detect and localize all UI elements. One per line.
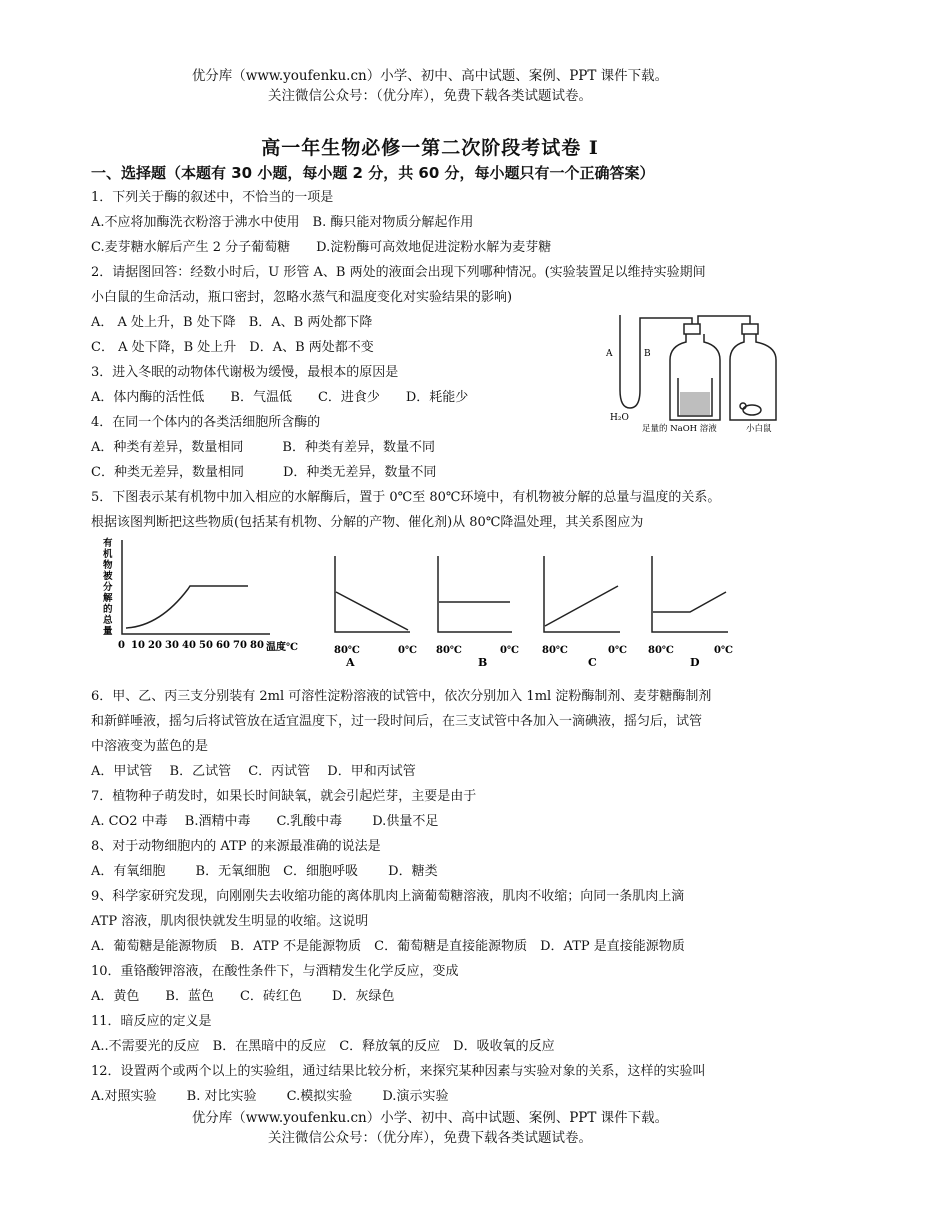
u-tube — [620, 315, 640, 408]
q10-stem: 10．重铬酸钾溶液，在酸性条件下，与酒精发生化学反应，变成 — [91, 964, 459, 979]
q5-graphs — [100, 534, 750, 670]
q11-options: A..不需要光的反应 B．在黑暗中的反应 C．释放氧的反应 D．吸收氧的反应 — [91, 1039, 555, 1054]
label-a: A — [606, 349, 613, 359]
option-a-letter: A — [346, 656, 355, 669]
main-x-unit: 温度℃ — [266, 642, 298, 653]
main-graph — [122, 540, 270, 634]
q2-options-ab: A． A 处上升，B 处下降 B．A、B 两处都下降 — [91, 315, 373, 330]
main-x-tick: 0 — [118, 640, 125, 651]
q2-options-cd: C． A 处下降，B 处上升 D．A、B 两处都不变 — [91, 340, 374, 355]
q8-stem: 8、对于动物细胞内的 ATP 的来源最准确的说法是 — [91, 839, 381, 854]
option-d-left-label: 80℃ — [648, 645, 674, 656]
option-c-line — [545, 586, 618, 626]
option-b-letter: B — [478, 656, 488, 669]
bottle-2 — [730, 334, 776, 420]
q1-options-cd: C.麦芽糖水解后产生 2 分子葡萄糖 D.淀粉酶可高效地促进淀粉水解为麦芽糖 — [91, 240, 552, 255]
option-a-line — [336, 592, 408, 630]
main-x-tick: 60 — [216, 640, 230, 651]
main-ylabel-char: 物 — [103, 560, 113, 571]
option-c-right-label: 0℃ — [608, 645, 627, 656]
q4-options-cd: C．种类无差异，数量相同 D．种类无差异，数量不同 — [91, 465, 437, 480]
main-ylabel-char: 解 — [103, 593, 113, 604]
q2-stem-cont: 小白鼠的生命活动，瓶口密封，忽略水蒸气和温度变化对实验结果的影响) — [91, 290, 513, 305]
main-ylabel-char: 总 — [103, 615, 113, 626]
apparatus-figure — [600, 310, 800, 435]
option-d-right-label: 0℃ — [714, 645, 733, 656]
q11-stem: 11．暗反应的定义是 — [91, 1014, 212, 1029]
q3-stem: 3．进入冬眠的动物体代谢极为缓慢，最根本的原因是 — [91, 365, 399, 380]
q2-stem: 2．请据图回答：经数小时后，U 形管 A、B 两处的液面会出现下列哪种情况。(实验装置足以维持实验期间 — [91, 265, 706, 280]
main-ylabel-char: 分 — [103, 582, 113, 593]
main-x-tick: 40 — [182, 640, 196, 651]
label-mouse: 小白鼠 — [746, 424, 772, 434]
option-c-letter: C — [588, 656, 597, 669]
option-b-right-label: 0℃ — [500, 645, 519, 656]
naoh-liquid — [680, 392, 710, 415]
q4-options-ab: A．种类有差异，数量相同 B．种类有差异，数量不同 — [91, 440, 435, 455]
label-b: B — [644, 349, 651, 359]
main-axes — [122, 540, 270, 634]
q6-stem-cont2: 中溶液变为蓝色的是 — [91, 739, 209, 754]
main-x-tick: 10 — [131, 640, 145, 651]
option-d-line — [653, 592, 726, 612]
main-ylabel-char: 量 — [103, 626, 113, 637]
option-d-letter: D — [690, 656, 700, 669]
q9-stem: 9、科学家研究发现，向刚刚失去收缩功能的离体肌肉上滴葡萄糖溶液，肌肉不收缩；向同一条肌肉上滴 — [91, 889, 685, 904]
option-a-left-label: 80℃ — [334, 645, 360, 656]
q8-options: A．有氧细胞 B．无氧细胞 C．细胞呼吸 D．糖类 — [91, 864, 438, 879]
q7-options: A. CO2 中毒 B.酒精中毒 C.乳酸中毒 D.供量不足 — [91, 814, 439, 829]
option-b-left-label: 80℃ — [436, 645, 462, 656]
footer-line-2: 关注微信公众号：（优分库），免费下载各类试题试卷。 — [268, 1130, 592, 1146]
main-ylabel-char: 机 — [103, 549, 113, 560]
header-line-2: 关注微信公众号：（优分库），免费下载各类试题试卷。 — [268, 88, 592, 104]
q1-options-ab: A.不应将加酶洗衣粉溶于沸水中使用 B. 酶只能对物质分解起作用 — [91, 215, 474, 230]
q12-stem: 12．设置两个或两个以上的实验组，通过结果比较分析，来探究某种因素与实验对象的关系，这样的实验叫 — [91, 1064, 706, 1079]
main-x-tick: 70 — [233, 640, 247, 651]
q3-options: A．体内酶的活性低 B．气温低 C．进食少 D．耗能少 — [91, 390, 469, 405]
option-a-right-label: 0℃ — [398, 645, 417, 656]
main-x-tick: 80 — [250, 640, 264, 651]
option-a-axes — [335, 556, 410, 632]
option-c-left-label: 80℃ — [542, 645, 568, 656]
main-ylabel-char: 的 — [103, 604, 113, 615]
q1-stem: 1．下列关于酶的叙述中，不恰当的一项是 — [91, 190, 334, 205]
main-x-tick: 50 — [199, 640, 213, 651]
main-ylabel-char: 被 — [103, 571, 113, 582]
main-ylabel-char: 有 — [103, 538, 113, 549]
header-line-1: 优分库（www.youfenku.cn）小学、初中、高中试题、案例、PPT 课件下载。 — [191, 68, 669, 84]
q9-options: A．葡萄糖是能源物质 B．ATP 不是能源物质 C．葡萄糖是直接能源物质 D．ATP 是直接能源物质 — [91, 939, 685, 954]
q4-stem: 4．在同一个体内的各类活细胞所含酶的 — [91, 415, 321, 430]
main-x-tick: 20 — [148, 640, 162, 651]
option-b-axes — [438, 556, 512, 632]
label-water: H₂O — [610, 413, 629, 423]
q9-stem-cont: ATP 溶液，肌肉很快就发生明显的收缩。这说明 — [91, 914, 369, 929]
section-title: 一、选择题（本题有 30 小题，每小题 2 分，共 60 分，每小题只有一个正确答案） — [91, 164, 655, 182]
q5-stem-cont: 根据该图判断把这些物质(包括某有机物、分解的产物、催化剂)从 80℃降温处理，其关系图应为 — [91, 515, 644, 530]
label-naoh: 足量的 NaOH 溶液 — [642, 424, 717, 434]
q6-options: A．甲试管 B．乙试管 C．丙试管 D．甲和丙试管 — [91, 764, 416, 779]
q5-stem: 5．下图表示某有机物中加入相应的水解酶后，置于 0℃至 80℃环境中，有机物被分解的总量与温度的关系。 — [91, 490, 721, 505]
main-curve — [126, 586, 248, 628]
page-title: 高一年生物必修一第二次阶段考试卷 I — [261, 137, 599, 159]
q6-stem-cont: 和新鲜唾液，摇匀后将试管放在适宜温度下，过一段时间后，在三支试管中各加入一滴碘液，摇匀后，试管 — [91, 714, 703, 729]
option-d-axes — [652, 556, 728, 632]
footer-line-1: 优分库（www.youfenku.cn）小学、初中、高中试题、案例、PPT 课件下载。 — [191, 1110, 669, 1126]
q7-stem: 7．植物种子萌发时，如果长时间缺氧，就会引起烂芽，主要是由于 — [91, 789, 477, 804]
q6-stem: 6．甲、乙、丙三支分别装有 2ml 可溶性淀粉溶液的试管中，依次分别加入 1ml 淀粉酶制剂、麦芽糖酶制剂 — [91, 689, 712, 704]
q10-options: A．黄色 B．蓝色 C．砖红色 D．灰绿色 — [91, 989, 395, 1004]
q12-options: A.对照实验 B. 对比实验 C.模拟实验 D.演示实验 — [91, 1089, 449, 1104]
main-x-tick: 30 — [165, 640, 179, 651]
